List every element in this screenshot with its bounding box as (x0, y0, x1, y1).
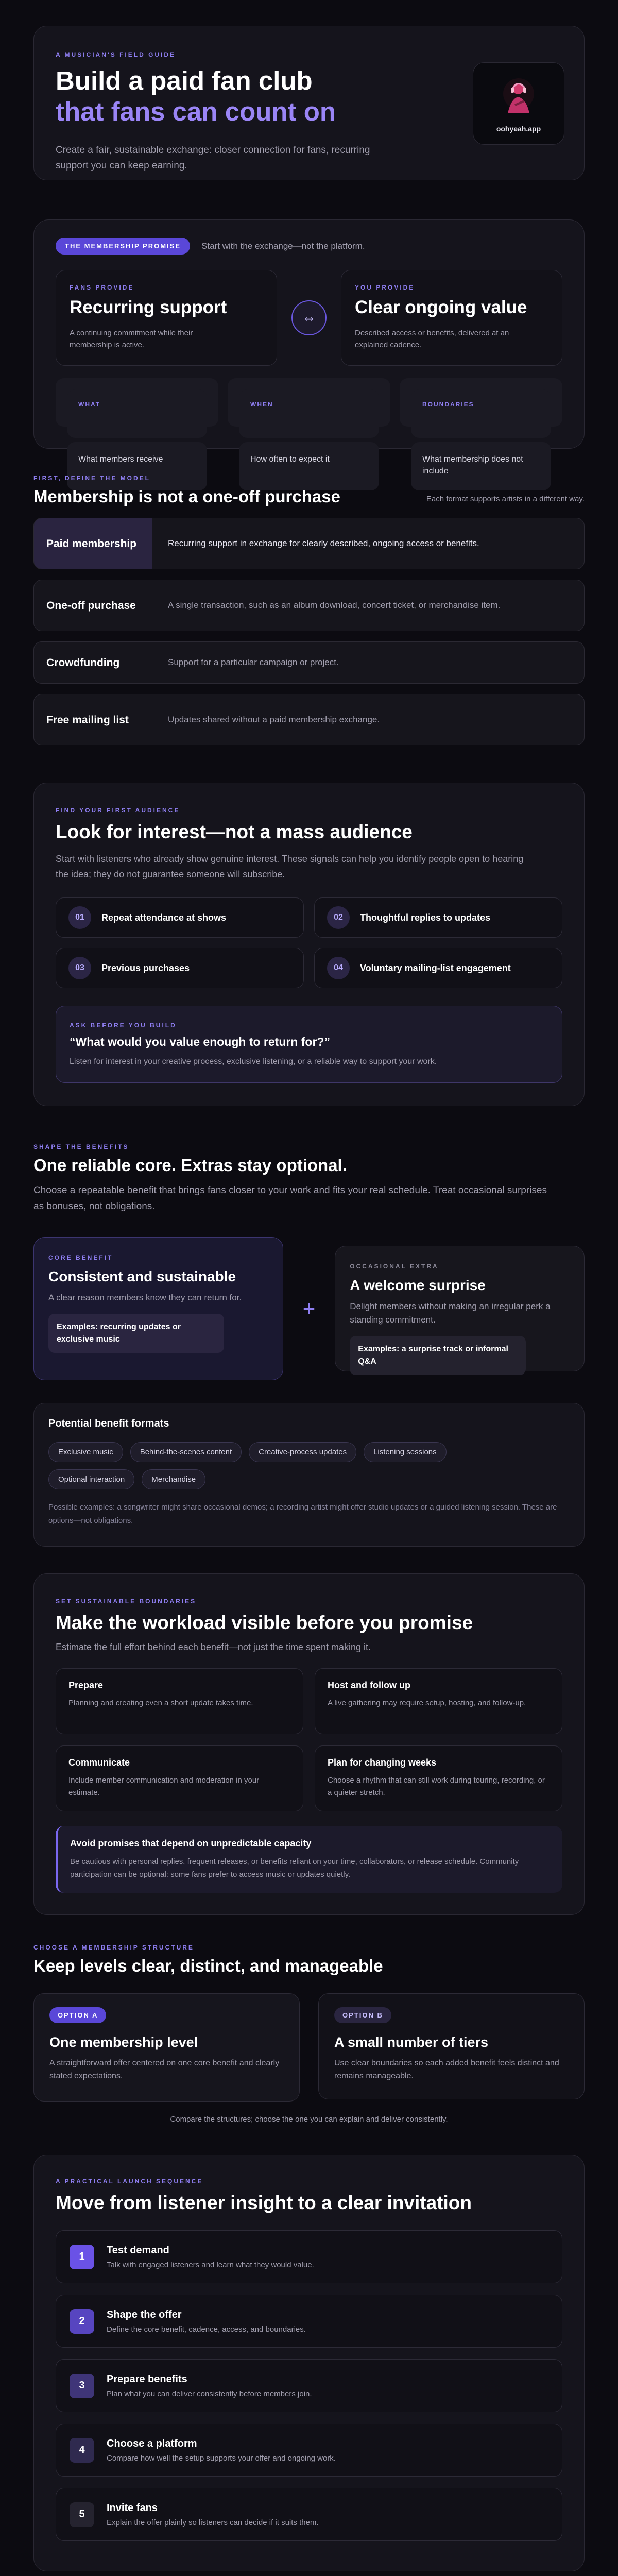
model-row-one-off (33, 580, 585, 631)
core-example: Examples: recurring updates or exclusive music (48, 1314, 224, 1353)
step-title: Shape the offer (107, 2309, 182, 2320)
audience-eyebrow: FIND YOUR FIRST AUDIENCE (56, 807, 180, 814)
workload-item (56, 1745, 303, 1811)
boundaries-box (400, 378, 562, 476)
you-provide-card (341, 270, 562, 366)
step-title: Prepare benefits (107, 2373, 187, 2385)
model-row-crowdfunding (33, 641, 585, 684)
promise-header (56, 238, 562, 255)
model-title: Membership is not a one-off purchase (33, 487, 340, 506)
fans-provide-card (56, 270, 277, 366)
step-desc: Plan what you can deliver consistently before members join. (107, 2389, 312, 2398)
ask-label: ASK BEFORE YOU BUILD (70, 1022, 177, 1029)
workload-item (315, 1745, 562, 1811)
structure-section (33, 1944, 585, 2124)
you-provide-label: YOU PROVIDE (355, 284, 415, 291)
fans-provide-title: Recurring support (70, 297, 227, 317)
benefits-eyebrow: SHAPE THE BENEFITS (33, 1143, 129, 1150)
what-value: What members receive (67, 442, 207, 490)
option-b-card (318, 1993, 585, 2099)
launch-title: Move from listener insight to a clear invitation (56, 2192, 472, 2213)
fans-provide-desc: A continuing commitment while their membership is active. (70, 329, 193, 349)
core-desc: A clear reason members know they can return for. (48, 1293, 242, 1302)
audience-title: Look for interest—not a mass audience (56, 821, 413, 842)
workload-grid (56, 1668, 562, 1811)
step-desc: Talk with engaged listeners and learn what they would value. (107, 2260, 314, 2269)
when-box (228, 378, 390, 464)
extra-title: A welcome surprise (350, 1277, 486, 1293)
signal-number: 01 (68, 906, 91, 929)
option-a-desc: A straightforward offer centered on one core benefit and clearly stated expectations. (49, 2059, 280, 2080)
ask-before-build-box (56, 1006, 562, 1083)
launch-step (56, 2488, 562, 2541)
model-list (33, 518, 585, 745)
hero-title (56, 65, 385, 127)
structure-note: Compare the structures; choose the one you can explain and deliver consistently. (170, 2115, 448, 2124)
formats-title: Potential benefit formats (48, 1418, 169, 1429)
workload-item-desc: Include member communication and moderation in your estimate. (68, 1776, 260, 1797)
model-eyebrow: FIRST, DEFINE THE MODEL (33, 474, 151, 482)
launch-step (56, 2424, 562, 2477)
ask-desc: Listen for interest in your creative process, exclusive listening, or a reliable way to support your work. (70, 1057, 437, 1066)
signal-item (56, 948, 304, 988)
boundaries-value: What membership does not include (411, 442, 551, 490)
hero-title-line2: that fans can count on (56, 97, 336, 126)
structure-eyebrow: CHOOSE A MEMBERSHIP STRUCTURE (33, 1944, 194, 1951)
format-tag: Listening sessions (364, 1442, 447, 1462)
avoid-promises-box (56, 1826, 562, 1893)
boundaries-label: BOUNDARIES (411, 389, 551, 438)
step-number: 3 (70, 2374, 94, 2398)
hero-subtitle: Create a fair, sustainable exchange: closer connection for fans, recurring support you can keep earning. (56, 145, 370, 171)
extra-label: OCCASIONAL EXTRA (350, 1263, 439, 1270)
format-tag: Behind-the-scenes content (130, 1442, 242, 1462)
step-desc: Explain the offer plainly so listeners can decide if it suits them. (107, 2518, 319, 2527)
step-number: 2 (70, 2309, 94, 2334)
launch-step (56, 2230, 562, 2283)
model-row-desc: Updates shared without a paid membership exchange. (168, 715, 380, 724)
step-title: Test demand (107, 2244, 169, 2256)
avoid-desc: Be cautious with personal replies, frequent releases, or benefits reliant on your time, collaborators, or release schedule. Community participation can be optional: some fans prefer to access music or updates quietly. (70, 1857, 519, 1879)
format-tag: Exclusive music (48, 1442, 123, 1462)
audience-card (33, 783, 585, 1106)
exchange-arrows-icon: ⇔ (291, 300, 327, 335)
model-row-desc: Support for a particular campaign or project. (168, 657, 339, 667)
audience-lead: Start with listeners who already show genuine interest. These signals can help you identify people open to hearing the idea; they do not guarantee someone will subscribe. (56, 854, 524, 879)
step-number: 5 (70, 2502, 94, 2527)
signal-number: 02 (327, 906, 350, 929)
you-provide-title: Clear ongoing value (355, 297, 527, 317)
what-box (56, 378, 218, 464)
workload-eyebrow: SET SUSTAINABLE BOUNDARIES (56, 1598, 197, 1605)
exchange-row (56, 270, 562, 366)
option-b-desc: Use clear boundaries so each added benefit feels distinct and remains manageable. (334, 2059, 559, 2080)
what-when-boundaries-row (56, 378, 562, 476)
launch-step (56, 2359, 562, 2412)
signal-item (314, 948, 562, 988)
model-row-name: Free mailing list (34, 694, 152, 745)
model-row-name: Paid membership (34, 518, 152, 569)
benefits-section (33, 1143, 585, 1547)
promise-pill: THE MEMBERSHIP PROMISE (56, 238, 190, 255)
brand-logo[interactable] (473, 62, 564, 145)
option-b-badge: OPTION B (334, 2007, 391, 2023)
workload-title: Make the workload visible before you promise (56, 1612, 473, 1633)
launch-eyebrow: A PRACTICAL LAUNCH SEQUENCE (56, 2178, 203, 2185)
ask-question: “What would you value enough to return for?” (70, 1035, 330, 1048)
workload-item-desc: Planning and creating even a short update takes time. (68, 1699, 253, 1707)
occasional-extra-card (335, 1246, 585, 1371)
audience-signals (56, 897, 562, 988)
workload-item (315, 1668, 562, 1734)
signal-item (56, 897, 304, 938)
signal-label: Voluntary mailing-list engagement (360, 962, 511, 973)
workload-item-desc: Choose a rhythm that can still work during touring, recording, or a quieter stretch. (328, 1776, 545, 1797)
signal-label: Thoughtful replies to updates (360, 912, 490, 923)
logo-text: oohyeah.app (496, 125, 541, 133)
option-a-title: One membership level (49, 2035, 198, 2050)
benefits-lead: Choose a repeatable benefit that brings fans closer to your work and fits your real schedule. Treat occasional surprises as bonuses, not obligations. (33, 1185, 547, 1212)
workload-item-title: Host and follow up (328, 1680, 410, 1690)
launch-step (56, 2295, 562, 2348)
workload-lead: Estimate the full effort behind each benefit—not just the time spent making it. (56, 1642, 371, 1652)
hero-eyebrow: A MUSICIAN'S FIELD GUIDE (56, 51, 176, 58)
musician-logo-icon (501, 74, 537, 122)
core-benefit-card (33, 1237, 283, 1380)
formats-note: Possible examples: a songwriter might share occasional demos; a recording artist might offer studio updates or a guided listening session. These are options—not obligations. (48, 1503, 557, 1525)
membership-promise-card (33, 219, 585, 476)
option-a-badge: OPTION A (49, 2007, 106, 2023)
signal-item (314, 897, 562, 938)
fans-provide-label: FANS PROVIDE (70, 284, 134, 291)
format-tag: Creative-process updates (249, 1442, 356, 1462)
benefit-formats-card (33, 1403, 585, 1547)
benefits-title: One reliable core. Extras stay optional. (33, 1156, 347, 1175)
model-row-name: One-off purchase (34, 580, 152, 631)
signal-label: Previous purchases (101, 962, 190, 973)
signal-number: 04 (327, 957, 350, 979)
model-row-name: Crowdfunding (34, 642, 152, 683)
model-row-desc: Recurring support in exchange for clearly described, ongoing access or benefits. (168, 538, 479, 548)
option-a-card (33, 1993, 300, 2102)
signal-label: Repeat attendance at shows (101, 912, 227, 923)
model-row-desc: A single transaction, such as an album download, concert ticket, or merchandise item. (168, 600, 501, 610)
step-title: Choose a platform (107, 2437, 197, 2449)
core-extra-row (33, 1237, 585, 1380)
workload-item-title: Communicate (68, 1757, 130, 1768)
avoid-title: Avoid promises that depend on unpredictable capacity (70, 1838, 312, 1849)
step-number: 1 (70, 2245, 94, 2269)
step-number: 4 (70, 2438, 94, 2463)
structure-options (33, 1993, 585, 2102)
promise-tagline: Start with the exchange—not the platform. (201, 241, 365, 251)
what-label: WHAT (67, 389, 207, 438)
core-title: Consistent and sustainable (48, 1268, 236, 1284)
format-tag: Optional interaction (48, 1469, 134, 1489)
hero-card (33, 26, 585, 180)
hero-title-line1: Build a paid fan club (56, 66, 313, 95)
when-value: How often to expect it (239, 442, 379, 490)
you-provide-desc: Described access or benefits, delivered at an explained cadence. (355, 329, 509, 349)
signal-number: 03 (68, 957, 91, 979)
plus-icon: + (302, 1296, 316, 1320)
launch-card (33, 2155, 585, 2571)
formats-tags (48, 1442, 512, 1489)
extra-desc: Delight members without making an irregular perk a standing commitment. (350, 1301, 551, 1325)
workload-item-title: Plan for changing weeks (328, 1757, 437, 1768)
workload-item (56, 1668, 303, 1734)
extra-example: Examples: a surprise track or informal Q&A (350, 1336, 525, 1375)
model-note: Each format supports artists in a different way. (426, 495, 585, 503)
model-row-paid-membership (33, 518, 585, 569)
step-title: Invite fans (107, 2502, 158, 2514)
format-tag: Merchandise (142, 1469, 205, 1489)
model-row-mailing-list (33, 694, 585, 745)
hero-text (56, 51, 385, 174)
workload-item-title: Prepare (68, 1680, 104, 1690)
launch-steps (56, 2230, 562, 2541)
workload-item-desc: A live gathering may require setup, hosting, and follow-up. (328, 1699, 526, 1707)
structure-title: Keep levels clear, distinct, and manageable (33, 1956, 383, 1975)
workload-card (33, 1573, 585, 1915)
model-section (33, 474, 585, 745)
when-label: WHEN (239, 389, 379, 438)
step-desc: Define the core benefit, cadence, access, and boundaries. (107, 2325, 306, 2334)
option-b-title: A small number of tiers (334, 2035, 489, 2050)
core-label: CORE BENEFIT (48, 1254, 113, 1261)
step-desc: Compare how well the setup supports your offer and ongoing work. (107, 2453, 336, 2463)
